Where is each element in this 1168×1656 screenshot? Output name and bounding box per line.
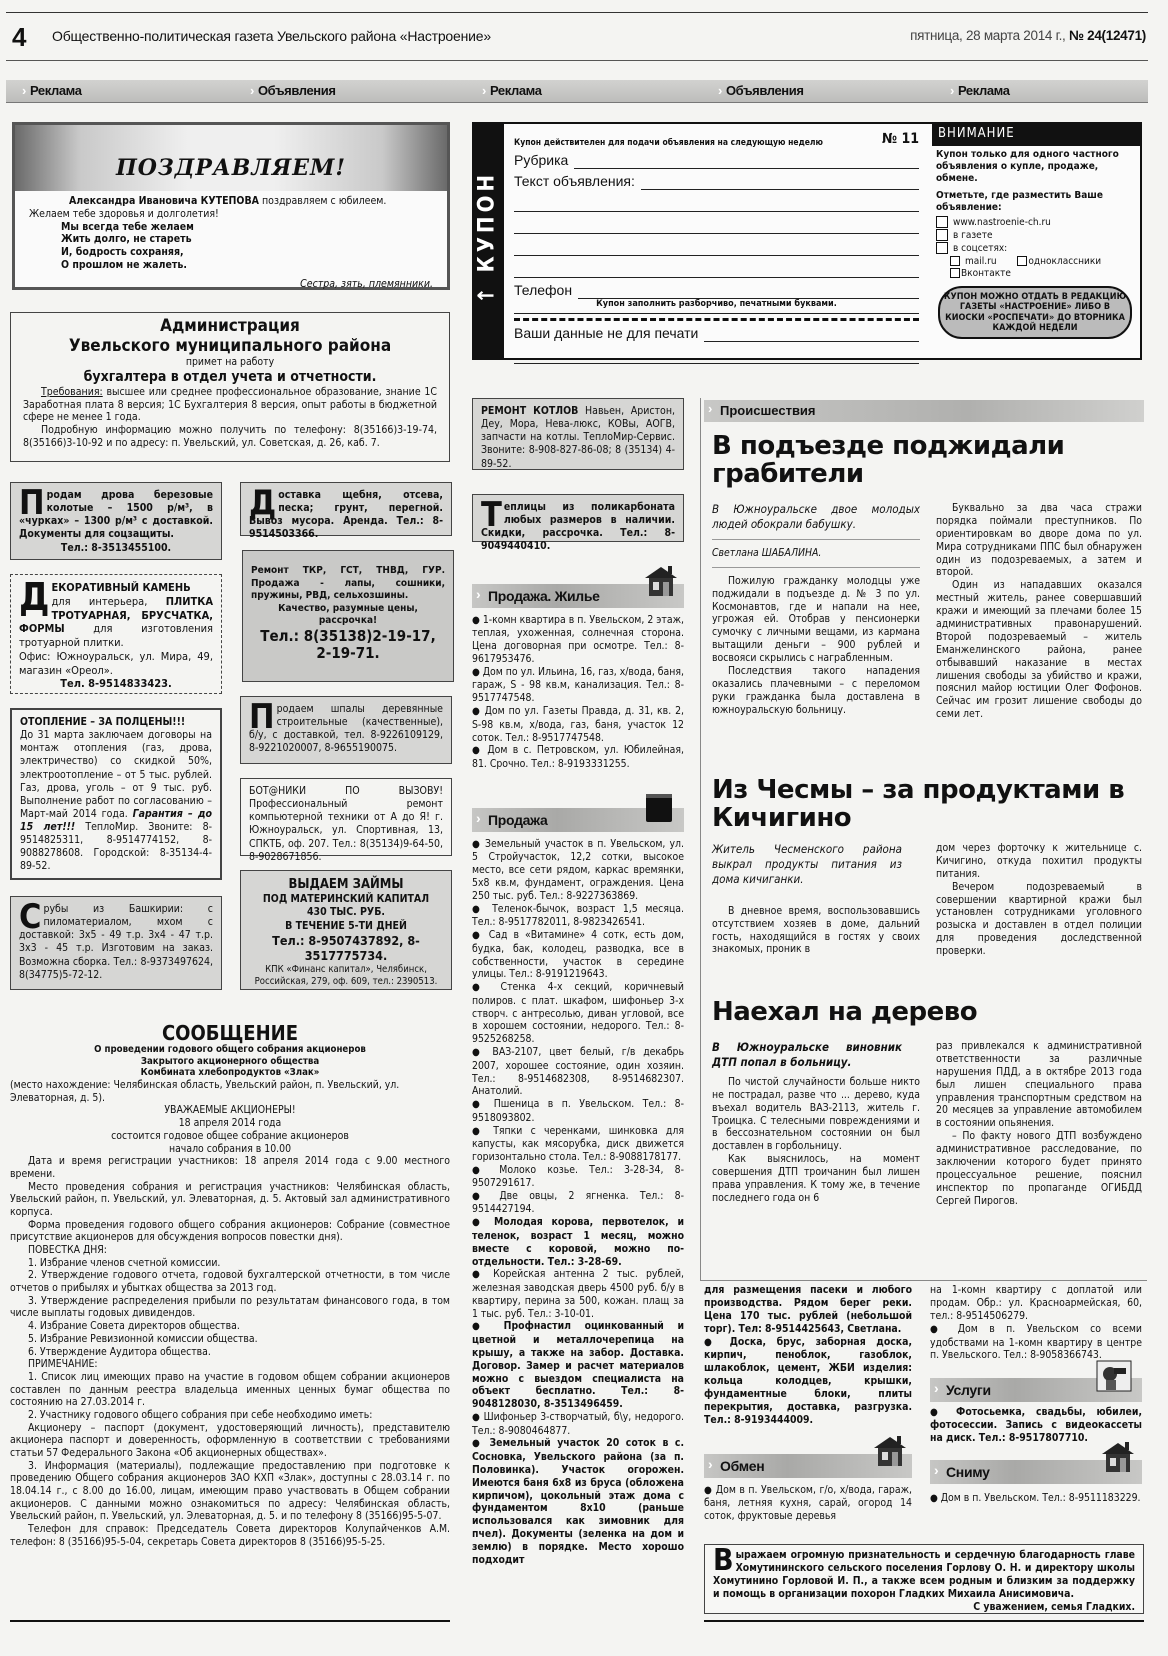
checkbox[interactable] [1017, 256, 1027, 266]
section-title-sale: › Продажа [472, 808, 684, 832]
list-item-continued: на 1-комн квартиру с доплатой или продам. Обр.: ул. Красноармейская, 60, тел.: 8-9514506279. [930, 1284, 1142, 1323]
ad-heading: РЕМОНТ КОТЛОВ [481, 405, 579, 417]
checkbox[interactable] [950, 256, 960, 266]
article-lead: В Южноуральске виновник ДТП попал в больницу. [712, 1040, 902, 1069]
option-odnoklassniki[interactable] [1017, 256, 1101, 267]
rubric-label: › Реклама [482, 83, 542, 99]
ad-slogan: Качество, разумные цены, рассрочка! [278, 602, 418, 626]
ad-phone: Тел. 8-9514833423. [60, 677, 172, 691]
article-column [712, 1040, 920, 1205]
drop-cap: П [249, 697, 275, 737]
ad-greenhouses [472, 494, 684, 553]
house-icon [1100, 1440, 1136, 1474]
admin-contacts: Подробную информацию можно получить по телефону: 8(35166)3-19-74, 8(35166)3-10-92 и по адресу: п. Увельский, ул. Советская, д. 26, каб. 7. [23, 424, 437, 450]
article-title: Наехал на дерево [712, 997, 978, 1027]
ad-phone: Тел.: 8-9507437892, 8-3517775734. [272, 932, 420, 964]
list-sale-cont [704, 1284, 912, 1427]
notice-subtitle: Комбината хлебопродуктов «Злак» [140, 1067, 320, 1079]
list-item: ● Дом в с. Петровском, ул. Юбилейная, 81. Срочно. Тел.: 8-9193331255. [472, 744, 684, 770]
coupon-side-label [474, 124, 504, 358]
option-label: www.nastroenie-ch.ru [953, 216, 1051, 228]
admin-position: бухгалтера в отдел учета и отчетности. [83, 368, 377, 385]
list-housing [472, 614, 684, 771]
agenda-title: ПОВЕСТКА ДНЯ: [28, 1244, 107, 1257]
ad-loans [240, 870, 452, 990]
field-ad-text-line[interactable] [514, 256, 919, 278]
ad-log-houses [10, 896, 222, 990]
congrats-title: ПОЗДРАВЛЯЕМ! [115, 155, 347, 181]
where-question: Отметьте, где разместить Ваше объявление: [936, 189, 1103, 213]
list-item: ● ВАЗ-2107, цвет белый, г/в декабрь 2007, хорошее состояние, один хозяин. Тел.: 8-9514682308, 8-9514682307. Анатолий. [472, 1046, 684, 1098]
top-rule [6, 12, 1148, 13]
list-item: ● Стенка 4-х секций, коричневый полиров. с плат. шкафом, шифоньер 3-х створч. с антресолью, диван угловой, все в хорошем состоянии, недорого. Тел.: 8-9525268258. [472, 981, 684, 1046]
drop-cap: Т [481, 495, 502, 535]
poem-line: Жить долго, не стареть [61, 233, 192, 246]
ad-address: Офис: Южноуральск, ул. Мира, 49, магазин «Ореол». [19, 649, 213, 677]
field-label: Ваши данные не для печати [514, 324, 699, 341]
attention-title: ВНИМАНИЕ [932, 124, 1140, 146]
notice-subtitle: О проведении годового общего собрания акционеров [94, 1044, 366, 1055]
checkbox[interactable] [936, 216, 948, 228]
field-ad-text-line[interactable] [514, 212, 919, 234]
option-site[interactable] [936, 216, 1136, 229]
ad-phone: Тел.: 8(35138)2-19-17, 2-19-71. [260, 626, 436, 662]
list-item: ● Теленок-бычок, возраст 1,5 месяца. Тел.: 8-9517782011, 8-9823426541. [472, 903, 684, 929]
admin-accepts: примет на работу [185, 356, 275, 369]
ad-text: для интерьера, [51, 594, 166, 608]
notice-line: состоится годовое общее собрание акционеров [111, 1129, 349, 1142]
agenda-item: 4. Избрание Совета директоров общества. [28, 1320, 240, 1333]
ad-text: родам дрова березовые колотые – 1500 р/м³, в «чурках» – 1300 р/м³ с доставкой. Документы для соцзащиты. [19, 489, 213, 541]
drop-cap: Д [19, 575, 50, 619]
notice-subtitle: Закрытого акционерного общества [140, 1055, 320, 1067]
issue-number: № 24(12471) [1068, 28, 1146, 43]
thanks-text: ыражаем огромную признательность и сердечную благодарность главе Хомутининского сельского поселения Горлову О. Н. и директору школы Хомутинино Горловой И. П., а также всем родным и близким за поддержку и помощь в организации похорон Гладких Михаила Анисимовича. [713, 1549, 1135, 1600]
floral-header [15, 125, 447, 191]
requirements-text: высшее или среднее профессиональное образование, знание 1С Заработная плата 8 версия; 1С Бухгалтерия 8 версия, опыт работы в бюджетной сфере не менее 1 года. [23, 385, 437, 424]
note-title: ПРИМЕЧАНИЕ: [28, 1358, 98, 1371]
list-item: ● Земельный участок 20 соток в с. Сосновка, Увельского района (за п. Половинка). Участок огорожен. Имеются баня 6х8 из бруса (обложена кирпичом), цокольный этаж дома с фундаментом 8х10 (раньше использовался как зимовник для пчел). Документы (зеленка на дом и землю) в порядке. Место хорошо подходит [472, 1437, 684, 1566]
issue-info [910, 28, 1146, 44]
ad-guarantee: Гарантия – до 15 лет!!! [20, 807, 212, 833]
poem-line: О прошлом не жалеть. [61, 258, 187, 271]
agenda-item: 1. Избрание членов счетной комиссии. [28, 1256, 221, 1269]
list-item: ● Фотосьемка, свадьбы, юбилеи, фотосессии. Запись с видеокассеты на диск. Тел.: 8-9517807710. [930, 1406, 1142, 1445]
checkbox[interactable] [936, 229, 948, 241]
notice-paragraph: Дата и время регистрации участников: 18 апреля 2014 года с 9.00 местного времени. [10, 1155, 450, 1180]
coupon-submit-info: КУПОН МОЖНО ОТДАТЬ В РЕДАКЦИЮ ГАЗЕТЫ «НАСТРОЕНИЕ» ЛИБО В КИОСКИ «РОСПЕЧАТИ» ДО ВТОРНИКА КАЖДОЙ НЕДЕЛИ [938, 286, 1132, 339]
list-item-continued: для размещения пасеки и любого производства. Рядом берег реки. Цена 170 тыс. рублей (небольшой торг). Тел: 8-9514425643, Светлана. [704, 1284, 912, 1336]
congrats-wish: Желаем тебе здоровья и долголетия! [29, 207, 219, 220]
bottom-rule [10, 1620, 450, 1622]
list-item: ● Пшеница в п. Увельском. Тел.: 8-9518093802. [472, 1098, 684, 1124]
notice-title: СООБЩЕНИЕ [161, 1021, 299, 1045]
list-item: ● Дом в п. Увельском со всеми удобствами на 1-комн квартиру в центре п. Увельского. Тел.: 8-9058366743. [930, 1323, 1142, 1362]
list-item: ● Сад в «Витамине» 4 сотк, есть дом, будка, бак, колодец, разводка, все в собственности, участок в середине улицы. Тел.: 8-9191219643. [472, 929, 684, 981]
ad-phone: Тел.: 8-3513455100. [60, 541, 172, 554]
field-ad-text[interactable] [514, 169, 919, 190]
list-item: ● Корейская антенна 2 тыс. рублей, железная заводская дверь 4500 руб. б/у в квартиру, перина за 500, кожан. плащ за 1 тыс. руб. Тел.: 3-10-01. [472, 1268, 684, 1320]
bottom-rule [704, 1620, 1144, 1622]
attention-panel [932, 124, 1140, 358]
ad-org: КПК «Финанс капитал», Челябинск, Российская, 279, оф. 609, тел.: 2390513. [254, 963, 438, 987]
note-item: Телефон для справок: Председатель Совета директоров Колупайченков А.М. телефон: 8 (35166)95-5-04, секретарь Совета директоров 8 (35166)95-5-25. [10, 1523, 450, 1548]
article-column [936, 1040, 1142, 1208]
congratulation-ad [12, 122, 450, 290]
newspaper-title: Общественно-политическая газета Увельского района «Настроение» [52, 28, 491, 44]
option-social[interactable] [936, 242, 1136, 255]
bag-icon [644, 790, 674, 824]
coupon-valid-note: Купон действителен для подачи объявления на следующую неделю [514, 137, 823, 148]
agenda-item: 2. Утверждение годового отчета, годовой бухгалтерской отчетности, в том числе отчетов о прибылях и убытках общества за 2013 год. [10, 1269, 450, 1295]
note-item: 3. Информация (материалы), подлежащие предоставлению при подготовке к проведению Общего собрания акционеров ЗАО КХП «Злак», доступны с 28.03.14 г. по 18.04.14 г., с 8.00 до 16.00, лицам, имеющим право участвовать в Общем собрании акционеров. С данными можно ознакомиться по адресу: Челябинская область, Увельский район, п. Увельский, ул. Элеваторная, д. 5. и по телефону 8 (35166)95-5-07. [10, 1459, 450, 1523]
section-title-exchange: › Обмен [704, 1454, 912, 1478]
rubric-incidents: › Происшествия [704, 400, 1144, 422]
ad-sleepers [240, 696, 452, 764]
list-item: ● Тяпки с черенками, шинковка для капусты, как мясорубка, диск движется горизонтально стола. Тел.: 8-9088178177. [472, 1125, 684, 1164]
article-paragraph: Один из нападавших оказался местный житель, ранее совершавший кражи и имеющий за плечами более 15 административных правонарушений. Второй подозреваемый – житель Еманжелинского района, ранее отбывавший наказание в местах лишения свободы за убийство и кражи, пояснил майор юстиции Олег Фофонов. Сейчас им грозит лишение свободы до семи лет. [936, 579, 1142, 721]
ad-text: для изготовления тротуарной плитки. [19, 622, 213, 649]
ad-text: БОТ@НИКИ ПО ВЫЗОВУ! Профессиональный ремонт компьютерной техники от А до Я! г. Южноуральск, ул. Спортивная, 13, СПКТБ, оф. 207. Тел.: 8(35134)9-64-50, 8-9028671856. [249, 785, 443, 863]
article-column [936, 842, 1142, 958]
field-ad-text-line[interactable] [514, 234, 919, 256]
ad-text: оставка щебня, отсева, песка; грунт, перегной. Вывоз мусора. Аренда. Тел.: 8-9514503366. [249, 489, 443, 541]
ad-text: ПЛИТКА ТРОТУАРНАЯ, БРУСЧАТКА, ФОРМЫ [19, 594, 213, 636]
ad-heading: ЕКОРАТИВНЫЙ КАМЕНЬ [51, 581, 191, 594]
notice-line: 18 апреля 2014 года [178, 1117, 282, 1130]
ad-text: Ремонт ТКР, ГСТ, ТНВД, ГУР. Продажа - лапы, сошники, пружины, РВД, сельхозшины. [251, 565, 445, 601]
field-rubric[interactable] [514, 148, 919, 169]
article-paragraph: По чистой случайности больше никто не пострадал, разве что ... дерево, куда въехал водитель ВАЗ-2113, житель г. Троицка. С телесными повреждениями и в бессознательном состоянии он был доставлен в горбольницу. [712, 1075, 920, 1153]
ad-computer-repair [240, 778, 452, 863]
article-author: Светлана ШАБАЛИНА. [712, 546, 822, 559]
ad-firewood [10, 482, 222, 560]
coupon-number: № 11 [881, 130, 919, 147]
attention-text: Купон только для одного частного объявления о купле, продаже, обмене. [936, 149, 1119, 185]
option-mailru[interactable] [950, 256, 997, 267]
checkbox[interactable] [936, 242, 948, 254]
list-item: ● Дом в п. Увельском. Тел.: 8-9511183229. [930, 1492, 1142, 1505]
rubric-label: › Объявления [250, 83, 336, 99]
rubric-label: › Реклама [22, 83, 82, 99]
agenda-item: 3. Утверждение распределения прибыли по результатам финансового года, в том числе выплаты годовых дивидендов. [10, 1294, 450, 1320]
drop-cap: В [713, 1543, 734, 1578]
ad-heading: ОТОПЛЕНИЕ – ЗА ПОЛЦЕНЫ!!! [20, 716, 186, 728]
option-vkontakte[interactable] [936, 268, 1136, 280]
page-number: 4 [12, 22, 27, 52]
article-column [712, 502, 920, 717]
congrats-line: поздравляем с юбилеем. [258, 195, 387, 207]
list-item: ● Профнастил оцинкованный и цветной и металлочерепица на крышу, а также на забор. Доставка. Договор. Замер и расчет материалов можно с выездом специалиста на объект бесплатно. Тел.: 8-9048128030, 8-3513496459. [472, 1320, 684, 1411]
drop-cap: П [19, 483, 45, 523]
article-paragraph: Буквально за два часа стражи порядка поймали преступников. По ориентировкам во дворе дома по ул. Мира сотрудниками ППС был обнаружен один из подозреваемых, а затем и второй. [936, 502, 1142, 579]
thanks-notice [704, 1544, 1144, 1614]
house-icon [872, 1434, 908, 1468]
ad-heading: В ТЕЧЕНИЕ 5-ТИ ДНЕЙ [285, 919, 407, 932]
poem-line: Мы всегда тебе желаем [61, 220, 194, 233]
ad-text: родаем шпалы деревянные строительные (качественные), б/у, с доставкой, тел. 8-9226109129, 8-9221020007, 8-9655190075. [249, 703, 443, 755]
list-item: ● Дом по ул. Ильина, 16, газ, х/вода, баня, гараж, S - 98 кв.м, канализация. Тел.: 8-9517747548. [472, 666, 684, 705]
ad-text: ТеплоМир. Звоните: 8-9514825311, 8-9514774152, 8-9088278608. Городской: 8-35134-4-89-52. [20, 821, 212, 873]
ad-heading: ПОД МАТЕРИНСКИЙ КАПИТАЛ [262, 893, 430, 906]
drop-cap: С [19, 897, 42, 937]
section-title-housing: › Продажа. Жилье [472, 584, 684, 608]
notice-line: начало собрания в 10.00 [168, 1142, 292, 1155]
coupon-fill-note: Купон заполнить разборчиво, печатными буквами. [514, 299, 919, 314]
checkbox[interactable] [950, 268, 960, 278]
list-item: ● Две овцы, 2 ягненка. Тел.: 8-9514427194. [472, 1190, 684, 1216]
admin-title: Администрация [160, 316, 300, 336]
field-private-line[interactable] [514, 342, 919, 364]
article-paragraph: – По факту нового ДТП возбуждено административное расследование, по заключении которого будет принято процессуальное решение, пояснил инспектор по пропаганде ОГИБДД Сергей Пирогов. [936, 1130, 1142, 1207]
list-item: ● Молоко козье. Тел.: 3-28-34, 8-9507291617. [472, 1164, 684, 1190]
article-paragraph: В дневное время, воспользовавшись отсутствием хозяев в доме, дальний гость, находящийся в гостях у своих знакомых, проник в [712, 904, 920, 956]
notice-location: (место нахождение: Челябинская область, Увельский район, п. Увельский, ул. Элеваторная, д. 5). [10, 1079, 400, 1104]
house-icon [643, 564, 679, 598]
admin-title: Увельского муниципального района [68, 335, 392, 356]
section-title-services: › Услуги [930, 1378, 1142, 1402]
list-item: ● Молодая корова, первотелок, и теленок, возраст 1 месяц, можно вместе с коровой, можно по-отдельности. Тел.: 3-28-69. [472, 1216, 684, 1268]
honoree-name: Александра Ивановича КУТЕПОВА [69, 195, 259, 207]
requirements-label: Требования: [41, 385, 103, 398]
ad-gravel-delivery [240, 482, 452, 541]
list-item: ● Дом по ул. Газеты Правда, д. 31, кв. 2, S-98 кв.м, х/вода, газ, баня, участок 12 соток. Тел.: 8-9517747548. [472, 705, 684, 744]
poem-line: И, бодрость сохраняя, [61, 246, 184, 259]
article-paragraph: дом через форточку к жительнице с. Кичигино, откуда похитил продукты питания. [936, 842, 1142, 880]
note-item: 1. Список лиц имеющих право на участие в годовом общем собрании акционеров составлен по данным реестра владельца именных ценных бумаг общества по состоянию на 27.03.2014 г. [10, 1370, 450, 1409]
camera-operator-icon [1096, 1360, 1132, 1392]
drop-cap: Д [249, 483, 277, 523]
ad-heading: 430 ТЫС. РУБ. [306, 906, 386, 919]
coupon-label: ↑ КУПОН [474, 170, 500, 304]
option-label: в газете [953, 230, 993, 242]
poem [29, 221, 433, 272]
article-column [712, 842, 920, 956]
option-label: одноклассники [1028, 255, 1102, 267]
list-item: ● Дом в п. Увельском, г/о, х/вода, гараж, баня, летняя кухня, сарай, огород 14 соток, фруктовые деревья [704, 1484, 912, 1523]
article-paragraph: раз привлекался к административной ответственности за различные нарушения ПДД, а в октябре 2013 года был лишен специального права управления транспортным средством на 20 месяцев за управление автомобилем в состоянии опьянения. [936, 1040, 1142, 1130]
thanks-signature: С уважением, семья Гладких. [973, 1601, 1135, 1613]
article-lead: Житель Чесменского района выкрал продукты питания из дома кичиганки. [712, 842, 902, 886]
ad-heating [10, 708, 222, 880]
rubric-bar [6, 80, 1148, 103]
field-private-data[interactable] [514, 321, 919, 342]
notice-paragraph: Место проведения собрания и регистрация участников: Челябинская область, Увельский район, п. Увельский, ул. Элеваторная, д. 5. Актовый зал административного корпуса. [10, 1180, 450, 1218]
congrats-signature: Сестра, зять, племянники. [300, 277, 433, 290]
article-paragraph: Последствия такого нападения оказались плачевными – с переломом руки гражданка была доставлена в южноуральскую больницу. [712, 665, 920, 716]
masthead-rule [6, 60, 1148, 61]
article-paragraph: Пожилую гражданку молодцы уже поджидали в подъезде д. № 3 по ул. Космонавтов, где и напали на нее, угрожая ей. Отобрав у пенсионерки сумочку с личными вещами, из кармана вытащили деньги – 900 рублей и восвояси скрылись с награбленным. [712, 574, 920, 665]
job-ad-administration [10, 312, 450, 462]
list-item: ● Шифоньер 3-створчатый, б\у, недорого. Тел.: 8-9080464877. [472, 1411, 684, 1437]
agenda-item: 5. Избрание Ревизионной комиссии общества. [28, 1332, 258, 1345]
field-label: Телефон [514, 281, 573, 298]
list-item: ● 1-комн квартира в п. Увельском, 2 этаж, теплая, ухоженная, солнечная сторона. Цена договорная при осмотре. Тел.: 8-9617953476. [472, 614, 684, 666]
shareholders-notice [10, 1022, 450, 1549]
notice-line: УВАЖАЕМЫЕ АКЦИОНЕРЫ! [164, 1104, 296, 1117]
ad-repair-tkr [242, 550, 454, 682]
ad-decorative-stone [10, 574, 222, 694]
article-title: В подъезде поджидали грабители [712, 431, 1065, 490]
option-label: Вконтакте [961, 267, 1011, 279]
list-sale [472, 838, 684, 1567]
article-paragraph: Как выяснилось, на момент совершения ДТП троичанин был лишен права управления. К тому же, в течение последнего года он 6 [712, 1153, 920, 1204]
rubric-label: › Объявления [718, 83, 804, 99]
list-exchange-cont [930, 1284, 1142, 1362]
list-item: ● Земельный участок в п. Увельском, ул. 5 Стройучасток, 12,2 сотки, высокое место, все сети рядом, каркас времянки, 5х8 кв.м, фундамент, ограждения. Цена 250 тыс. руб. Тел.: 8-9227363869. [472, 838, 684, 903]
notice-paragraph: Форма проведения годового общего собрания акционеров: Собрание (совместное присутствие акционеров для обсуждения вопросов повестки дня). [10, 1218, 450, 1244]
list-item: ● Доска, брус, заборная доска, кирпич, пеноблок, газоблок, шлакоблок, цемент, ЖБИ изделия: кольца колодцев, крышки, фундаментные блоки, плиты перекрытия, доставка, разгрузка. Тел.: 8-9193444009. [704, 1336, 912, 1427]
ad-heading: ВЫДАЕМ ЗАЙМЫ [288, 877, 404, 892]
ad-text: До 31 марта заключаем договоры на монтаж отопления (газ, дрова, электричество) со скидкой 50%, электроотопление – от 5 тыс. рублей. Газ, дрова, уголь – от 9 тыс. руб. Выполнение работ по согласованию – Март-май 2014 года. [20, 729, 212, 820]
field-label: Текст объявления: [514, 172, 635, 189]
ad-coupon-form [472, 122, 1142, 360]
section-title-rent: › Сниму [930, 1460, 1142, 1484]
ad-text: еплицы из поликарбоната любых размеров в наличии. Скидки, рассрочка. Тел.: 8-9049440410. [481, 501, 675, 553]
ad-text: Навьен, Аристон, Деу, Мора, Нева-люкс, КОВы, АОГВ, запчасти на котлы. ТеплоМир-Сервис. Звоните: 8-908-827-86-08; 8 (35134) 4-89-52. [481, 405, 675, 470]
list-exchange [704, 1484, 912, 1523]
article-title: Из Чесмы – за продуктами в Кичигино [712, 775, 1125, 834]
article-paragraph: Вечером подозреваемый в совершении квартирной кражи был установлен сотрудниками уголовного розыска и доставлен в отдел полиции для проведения доследственной проверки. [936, 880, 1142, 958]
ad-boiler-repair [472, 398, 684, 470]
field-label: Рубрика [514, 151, 569, 168]
option-newspaper[interactable] [936, 229, 1136, 242]
field-phone[interactable] [514, 278, 919, 299]
ad-text: рубы из Башкирии: с пиломатериалом, мхом с доставкой: 3х5 - 49 т.р. 3х4 - 47 т.р. 3х3 - 45 т.р. Изготовим на заказ. Возможна сборка. Тел.: 8-9373497624, 8(34775)5-72-12. [19, 903, 213, 981]
option-label: в соцсетях: [953, 243, 1008, 255]
article-lead: В Южноуральске двое молодых людей обокрали бабушку. [712, 502, 920, 531]
issue-date: пятница, 28 марта 2014 г., [910, 28, 1066, 43]
note-item: Акционеру – паспорт (документ, удостоверяющий личность), представителю акционера паспорт и доверенность, оформленную в соответствии с требованиями статьи 57 Федерального Закона «Об акционерных обществах». [10, 1421, 450, 1460]
rubric-label: › Реклама [950, 83, 1010, 99]
agenda-item: 6. Утверждение Аудитора общества. [28, 1345, 211, 1358]
list-rent [930, 1492, 1142, 1505]
note-item: 2. Участнику годового общего собрания при себе необходимо иметь: [28, 1408, 373, 1421]
article-column [936, 502, 1142, 721]
option-label: mail.ru [965, 255, 997, 267]
field-ad-text-line[interactable] [514, 190, 919, 212]
